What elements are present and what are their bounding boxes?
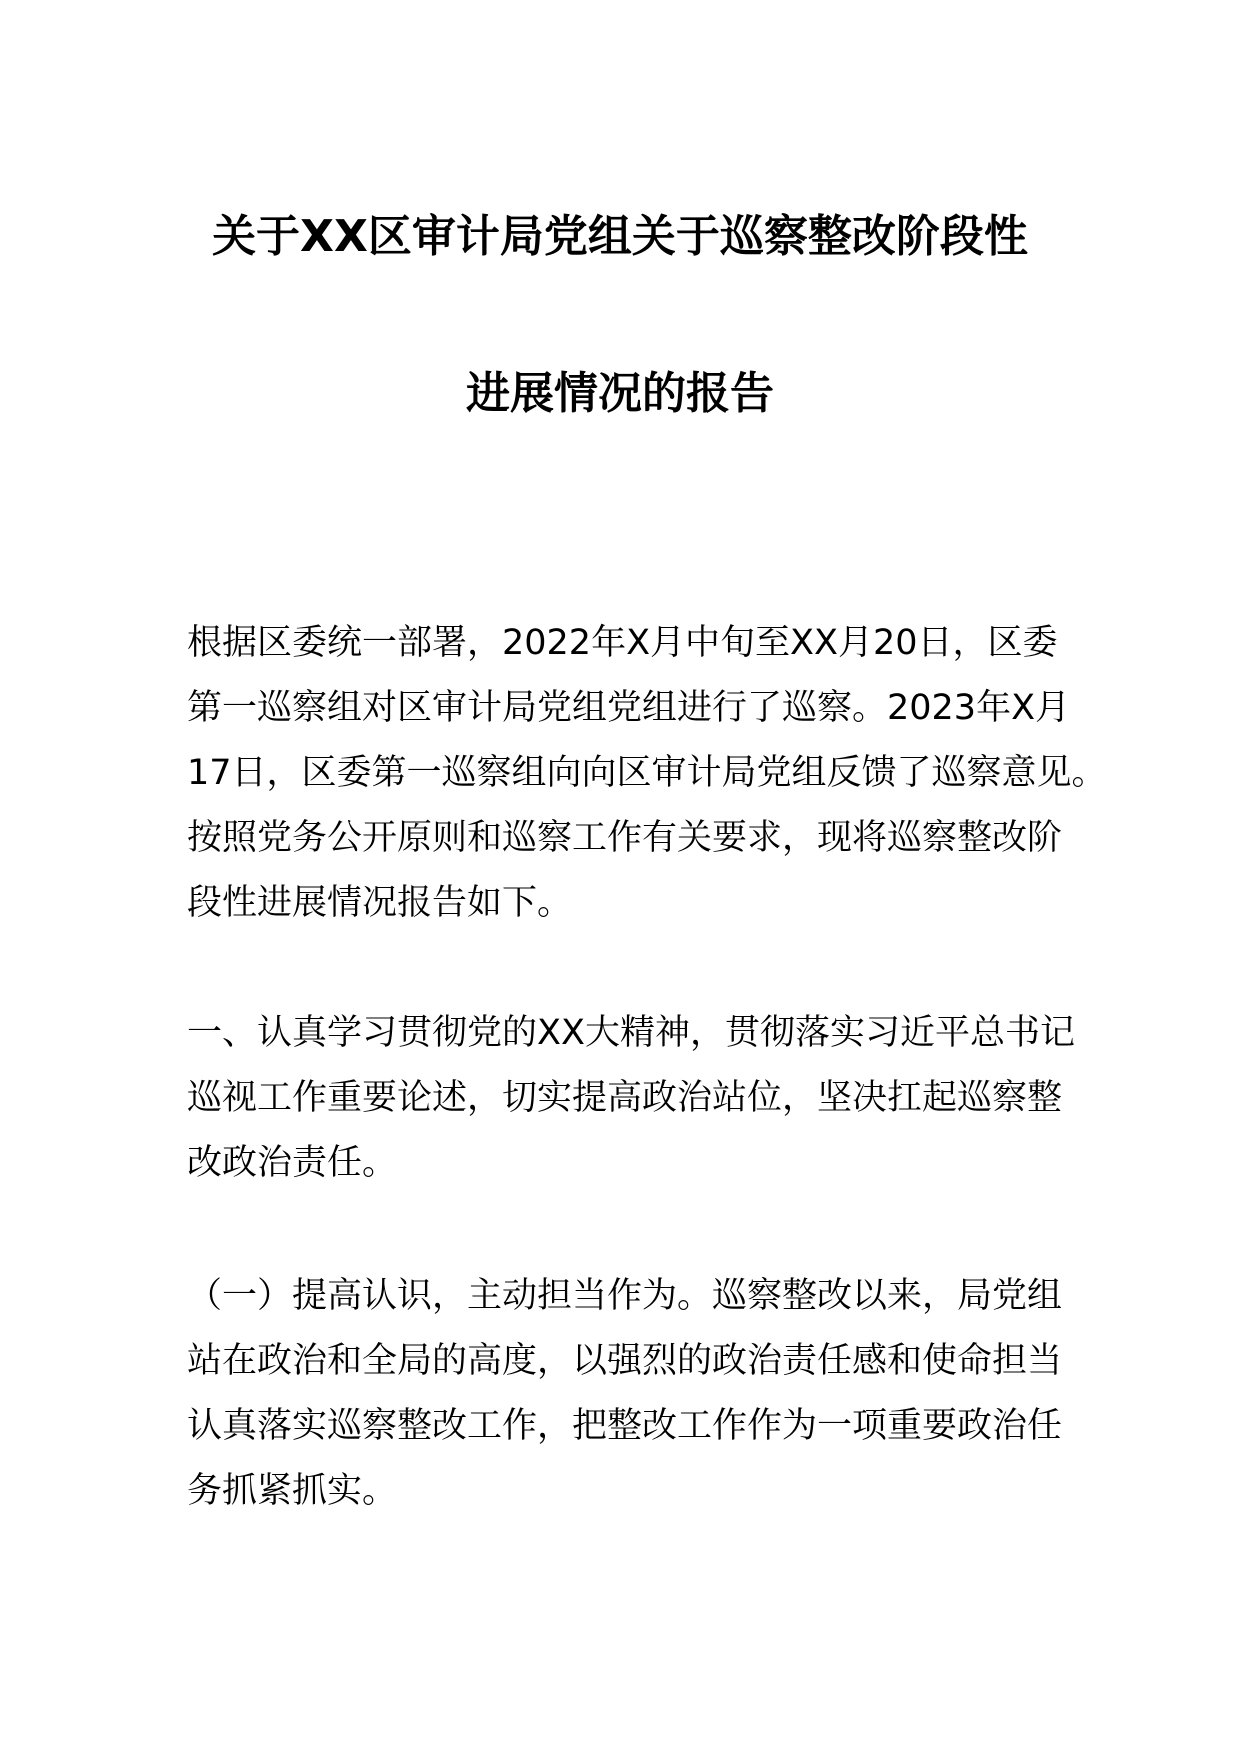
text-line: 第一巡察组对区审计局党组党组进行了巡察。2023年X月 — [187, 688, 1071, 728]
text-line: （一）提高认识，主动担当作为。巡察整改以来，局党组 — [187, 1276, 1063, 1316]
text-line: 一、认真学习贯彻党的XX大精神，贯彻落实习近平总书记 — [187, 1013, 1075, 1053]
text-line: 认真落实巡察整改工作，把整改工作作为一项重要政治任 — [187, 1406, 1063, 1446]
text-line: 按照党务公开原则和巡察工作有关要求，现将巡察整改阶 — [187, 818, 1063, 858]
paragraph-intro — [187, 611, 1107, 936]
text-line: 改政治责任。 — [187, 1143, 398, 1183]
text-line: 巡视工作重要论述，切实提高政治站位，坚决扛起巡察整 — [187, 1078, 1063, 1118]
document-title-line-1: 关于XX区审计局党组关于巡察整改阶段性 — [212, 211, 1028, 262]
text-line: 17日，区委第一巡察组向向区审计局党组反馈了巡察意见。 — [187, 753, 1107, 793]
document-title-line-2: 进展情况的报告 — [466, 368, 774, 419]
text-line: 段性进展情况报告如下。 — [187, 883, 573, 923]
text-line: 根据区委统一部署，2022年X月中旬至XX月20日，区委 — [187, 623, 1058, 663]
text-line: 务抓紧抓实。 — [187, 1471, 398, 1511]
paragraph-subsection-1 — [187, 1264, 1067, 1524]
text-line: 站在政治和全局的高度，以强烈的政治责任感和使命担当 — [187, 1341, 1063, 1381]
section-heading-1 — [187, 1001, 1075, 1196]
